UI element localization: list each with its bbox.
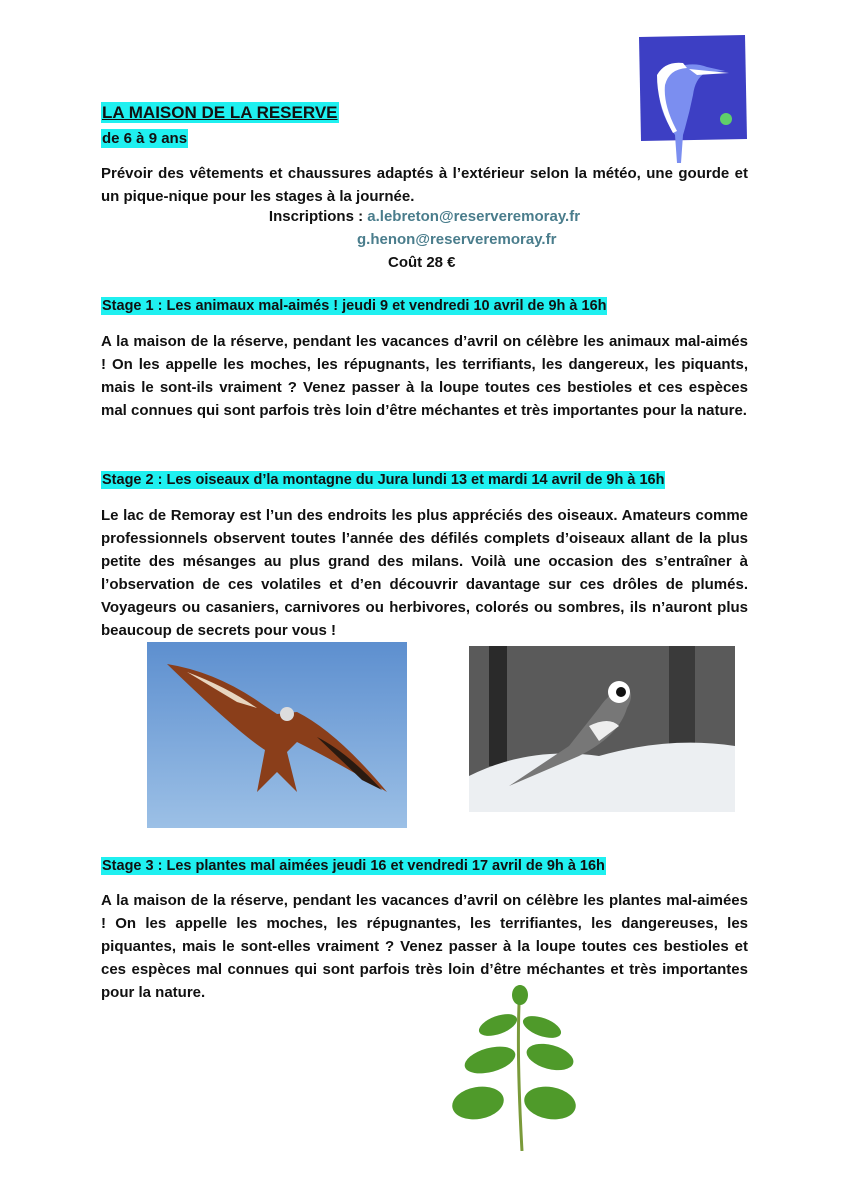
intro-text: Prévoir des vêtements et chaussures adaptés à l’extérieur selon la météo, une gourde et un pique-nique pour les stages à la journée. [101, 165, 748, 205]
stage-2-heading: Stage 2 : Les oiseaux d’la montagne du Jura lundi 13 et mardi 14 avril de 9h à 16h [102, 472, 665, 488]
email-link-henon[interactable]: g.henon@reserveremoray.fr [357, 231, 557, 248]
cost: Coût 28 € [388, 254, 456, 271]
page-title: LA MAISON DE LA RESERVE [102, 103, 338, 122]
inscriptions [0, 208, 849, 225]
age-range: de 6 à 9 ans [102, 130, 188, 147]
nettle-plant-image [450, 985, 580, 1151]
email-link-lebreton[interactable]: a.lebreton@reserveremoray.fr [367, 208, 581, 225]
red-kite-photo [147, 642, 407, 828]
stage-1-text: A la maison de la réserve, pendant les vacances d’avril on célèbre les animaux mal-aimés ! On les appelle les moches, les répugnants, les terrifiants, les dangereux, les piquants, mais le sont-ils vraiment ? Venez passer à la loupe toutes ces bestioles et ces espèces mal connues qui sont parfois très loin d’être méchantes et très importantes pour la nature. [101, 333, 748, 419]
stage-2-text: Le lac de Remoray est l’un des endroits les plus appréciés des oiseaux. Amateurs comme professionnels observent toutes l’année des défilés complets d’oiseaux allant de la plus petite des mésanges au plus grand des milans. Voilà une occasion des s’entraîner à l’observation de ces volatiles et d’en découvrir davantage sur ces drôles de plumés. Voyageurs ou casaniers, carnivores ou herbivores, colorés ou sombres, ils n’auront plus beaucoup de secrets pour vous ! [101, 507, 748, 639]
stage-1-heading: Stage 1 : Les animaux mal-aimés ! jeudi 9 et vendredi 10 avril de 9h à 16h [102, 298, 607, 314]
wagtail-photo [469, 646, 735, 812]
stage-3-heading: Stage 3 : Les plantes mal aimées jeudi 16 et vendredi 17 avril de 9h à 16h [102, 858, 605, 874]
logo [637, 35, 749, 165]
inscriptions-label: Inscriptions : [268, 208, 368, 225]
stage-3-text: A la maison de la réserve, pendant les vacances d’avril on célèbre les plantes mal-aimées ! On les appelle les moches, les répugnantes, les terrifiantes, les dangereuses, les piquantes, mais le sont-elles vraiment ? Venez passer à la loupe toutes ces bestioles et ces espèces mal connues qui sont parfois très loin d’être méchantes et très importantes pour la nature. [101, 892, 748, 1001]
